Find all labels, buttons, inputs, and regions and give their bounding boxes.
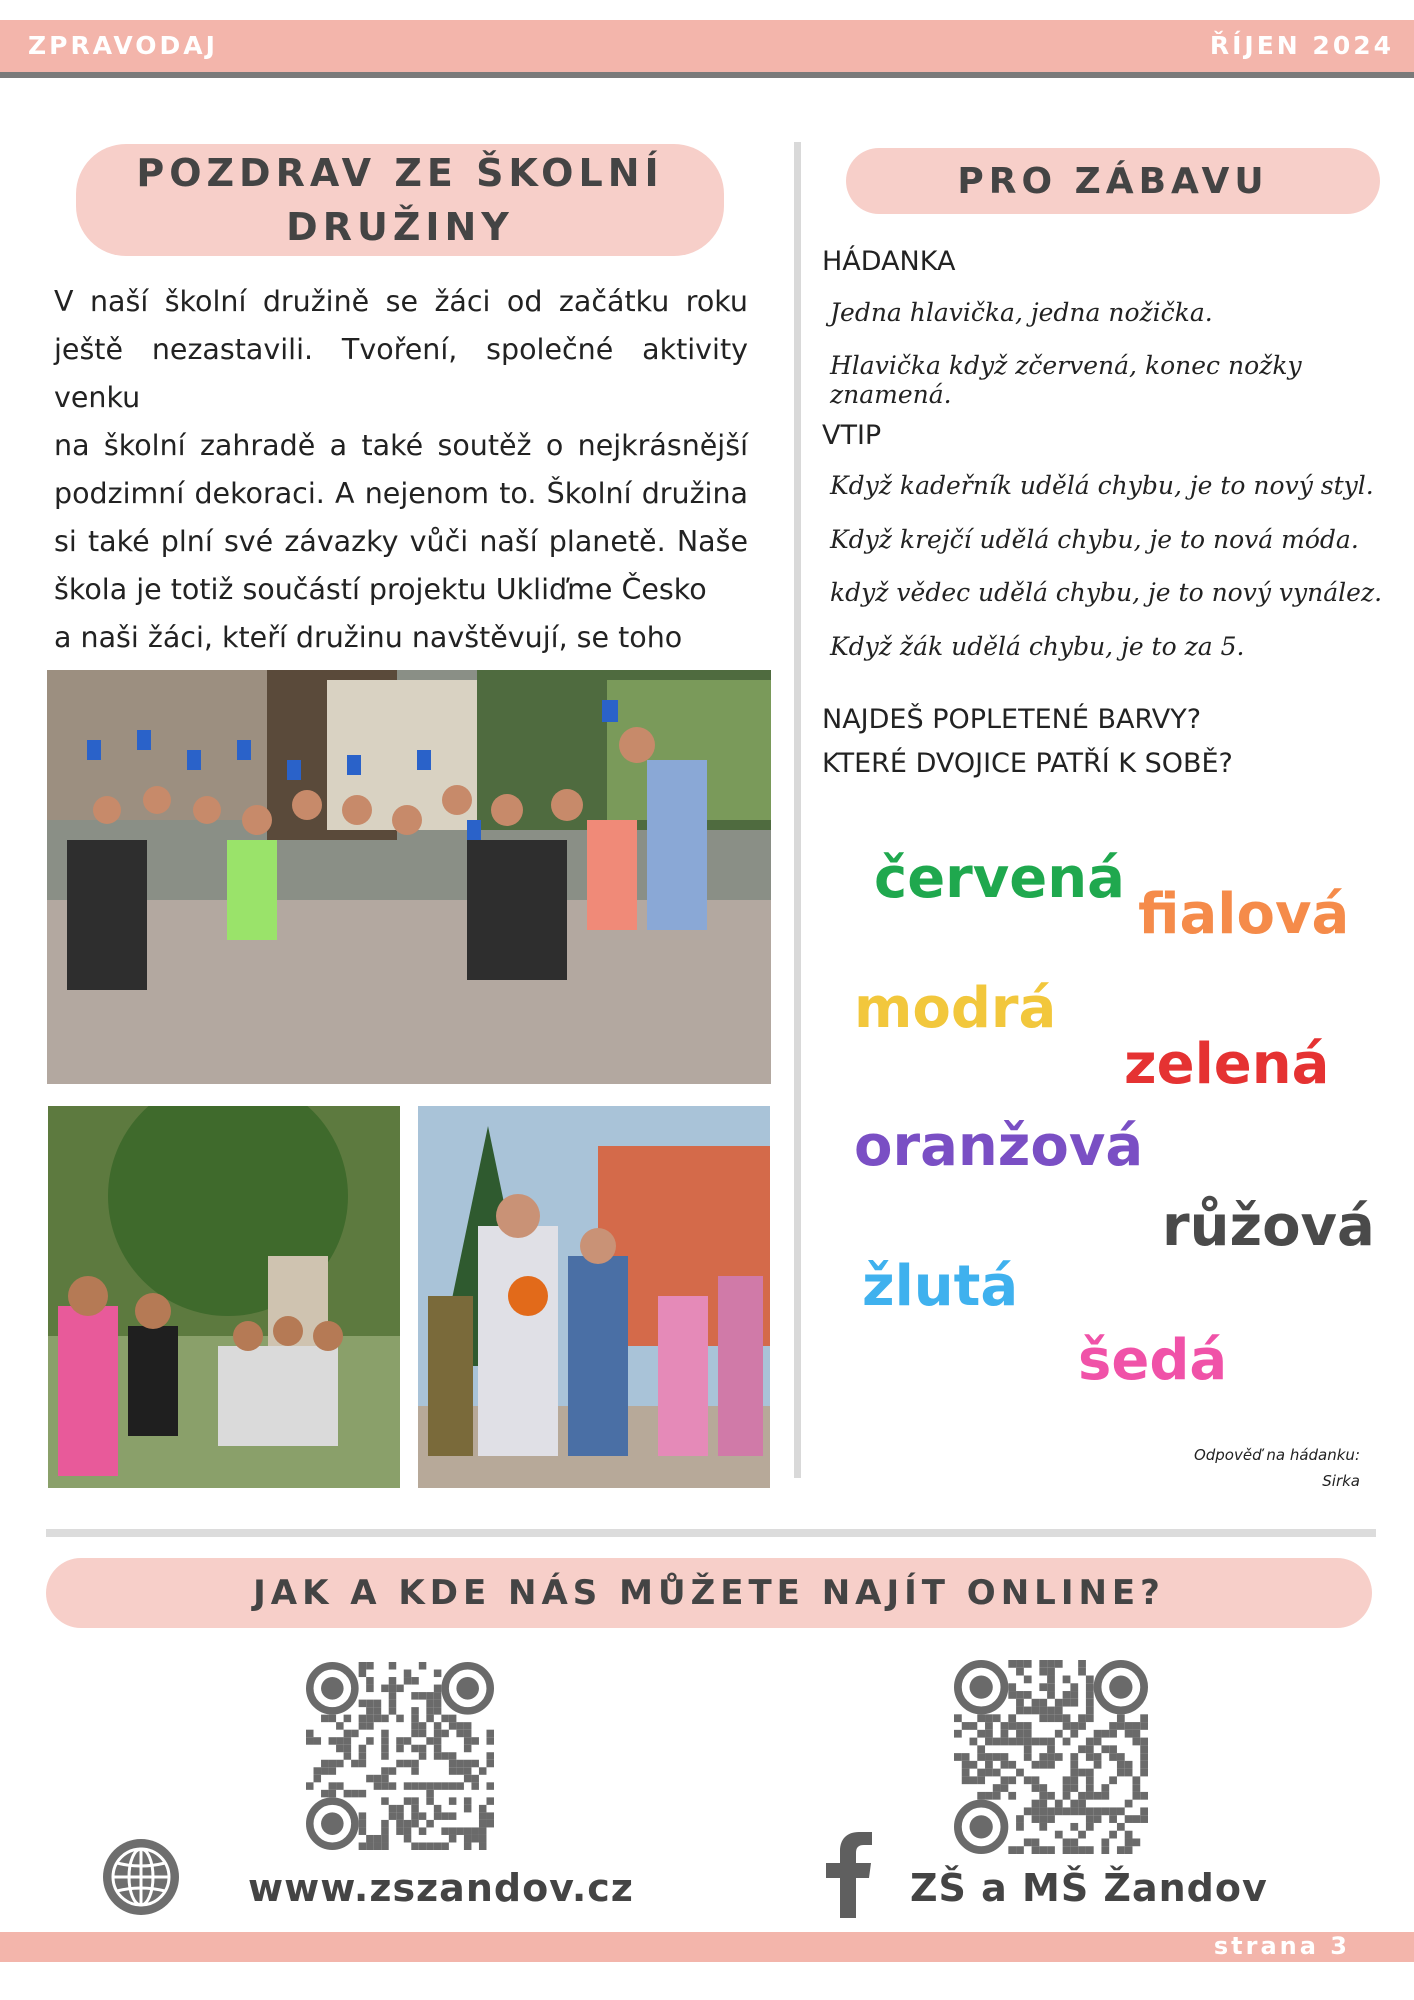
riddle-answer-value: Sirka bbox=[1322, 1472, 1360, 1490]
footer-bar bbox=[0, 1932, 1414, 1962]
color-word-ruzova: růžová bbox=[1162, 1194, 1375, 1259]
puzzle-question-2: KTERÉ DVOJICE PATŘÍ K SOBĚ? bbox=[822, 748, 1233, 779]
website-qr-code[interactable] bbox=[306, 1662, 494, 1850]
article-line: na školní zahradě a také soutěž o nejkrásnější bbox=[54, 429, 748, 462]
riddle-line: Jedna hlavička, jedna nožička. bbox=[830, 298, 1213, 327]
color-word-cervena: červená bbox=[874, 846, 1125, 911]
article-line: podzimní dekoraci. A nejenom to. Školní družina bbox=[54, 477, 748, 510]
color-word-seda: šedá bbox=[1078, 1328, 1228, 1393]
section-title-online: JAK A KDE NÁS MŮŽETE NAJÍT ONLINE? bbox=[46, 1558, 1372, 1628]
article-line: V naší školní družině se žáci od začátku roku bbox=[54, 285, 748, 318]
photo-garden-kids bbox=[48, 1106, 400, 1488]
riddle-heading: HÁDANKA bbox=[822, 246, 956, 277]
joke-line: Když kadeřník udělá chybu, je to nový styl. bbox=[830, 471, 1374, 500]
riddle-answer-label: Odpověď na hádanku: bbox=[1193, 1446, 1360, 1464]
facebook-page-link[interactable]: ZŠ a MŠ Žandov bbox=[910, 1866, 1268, 1910]
globe-icon bbox=[100, 1836, 182, 1922]
article-line: škola je totiž součástí projektu Ukliďme Česko bbox=[54, 573, 707, 606]
section-title-line-1: POZDRAV ZE ŠKOLNÍ bbox=[136, 151, 664, 195]
page-number: strana 3 bbox=[1213, 1932, 1350, 1960]
issue-date: ŘÍJEN 2024 bbox=[1209, 31, 1394, 60]
section-title-line-2: DRUŽINY bbox=[286, 205, 514, 249]
joke-line: Když krejčí udělá chybu, je to nová móda. bbox=[830, 525, 1359, 554]
section-divider bbox=[46, 1529, 1376, 1537]
puzzle-question-1: NAJDEŠ POPLETENÉ BARVY? bbox=[822, 704, 1202, 735]
article-line: ještě nezastavili. Tvoření, společné aktivity venku bbox=[54, 333, 748, 414]
joke-line: když vědec udělá chybu, je to nový vynález. bbox=[830, 578, 1383, 607]
riddle-answer bbox=[1194, 1442, 1360, 1494]
header-bar bbox=[0, 20, 1414, 78]
website-link[interactable]: www.zszandov.cz bbox=[248, 1866, 634, 1910]
newsletter-label: ZPRAVODAJ bbox=[28, 31, 218, 60]
section-title-fun: PRO ZÁBAVU bbox=[846, 148, 1380, 214]
article-line: a naši žáci, kteří družinu navštěvují, se toho bbox=[54, 621, 683, 654]
color-word-modra: modrá bbox=[854, 976, 1057, 1041]
photo-autumn-decorations bbox=[418, 1106, 770, 1488]
color-word-oranzova: oranžová bbox=[854, 1114, 1144, 1179]
section-title-school-club bbox=[76, 144, 724, 256]
color-word-zelena: zelená bbox=[1124, 1032, 1330, 1097]
column-divider bbox=[794, 142, 801, 1478]
photo-group-cleanup bbox=[47, 670, 771, 1084]
riddle-line: Hlavička když zčervená, konec nožky znamená. bbox=[830, 351, 1302, 409]
color-word-zluta: žlutá bbox=[862, 1254, 1019, 1319]
color-word-fialova: fialová bbox=[1138, 882, 1350, 947]
facebook-icon bbox=[826, 1832, 872, 1922]
joke-line: Když žák udělá chybu, je to za 5. bbox=[830, 632, 1245, 661]
article-line: si také plní své závazky vůči naší planetě. Naše bbox=[54, 525, 748, 558]
joke-heading: VTIP bbox=[822, 420, 882, 451]
facebook-qr-code[interactable] bbox=[954, 1660, 1148, 1854]
